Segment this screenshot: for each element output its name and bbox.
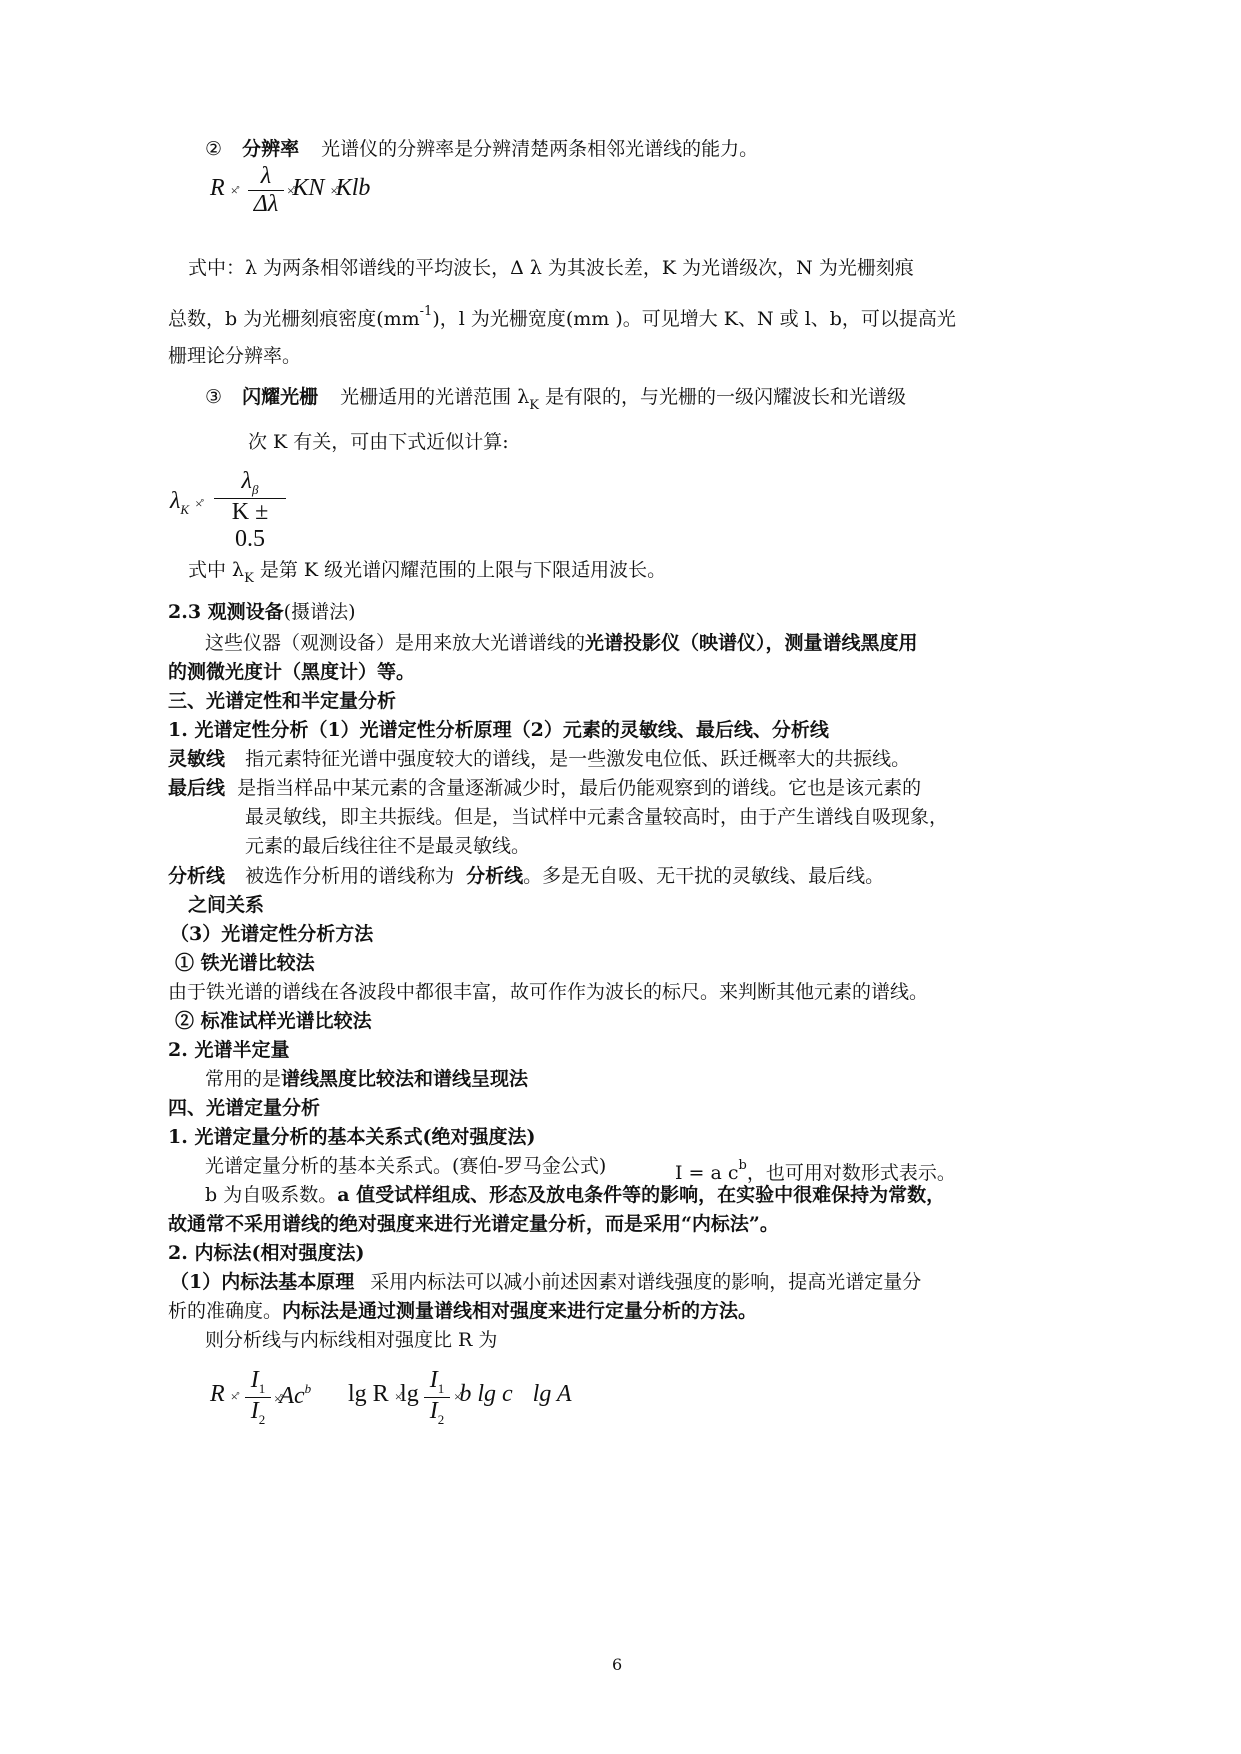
formula-log-lhs [348, 1381, 419, 1408]
heading-quantitative-1: 1. 光谱定量分析的基本关系式(绝对强度法) [168, 1126, 536, 1148]
superscript: -1 [419, 304, 433, 319]
term-resolution: 分辨率 [242, 138, 300, 160]
note-text: 式中 λ [188, 559, 245, 581]
fraction-numerator: λ [260, 163, 272, 189]
numerator-lambda: λ [241, 468, 252, 494]
note-text: 是第 K 级光谱闪耀范围的上限与下限适用波长。 [259, 559, 667, 581]
quant-line2 [205, 1180, 945, 1210]
formula-blaze-lhs [170, 488, 200, 518]
quant-line3: 故通常不采用谱线的绝对强度来进行光谱定量分析，而是采用“内标法”。 [168, 1213, 779, 1235]
paragraph-text: 采用内标法可以减小前述因素对谱线强度的影响，提高光谱定量分 [370, 1271, 922, 1293]
formula-resolution-rhs [287, 175, 370, 202]
fraction-denominator [424, 1397, 450, 1428]
resolution-line [205, 134, 758, 164]
definition-text: 被选作分析用的谱线称为 [245, 865, 455, 887]
paragraph-text: 常用的是 [205, 1068, 282, 1090]
qualitative-method-heading: （3）光谱定性分析方法 [170, 923, 374, 945]
formula-symbol: ×̊ [287, 183, 293, 198]
paragraph-text: b 为自吸系数。 [205, 1184, 338, 1206]
fraction-numerator [214, 468, 286, 498]
heading-quantitative: 四、光谱定量分析 [168, 1097, 321, 1119]
fraction-numerator [424, 1367, 450, 1397]
semi-quant-heading: 2. 光谱半定量 [168, 1039, 290, 1061]
formula-rhs: Ac [279, 1383, 305, 1409]
formula-symbol: ×̊ [274, 1391, 280, 1406]
page-number: 6 [612, 1655, 623, 1674]
term-last-line: 最后线 [168, 777, 226, 799]
resolution-note-line1: 式中：λ 为两条相邻谱线的平均波长，Δ λ 为其波长差，K 为光谱级次，N 为光栅刻痕 [188, 257, 914, 279]
denominator-i: I [429, 1398, 438, 1424]
formula-internal-fraction [245, 1367, 271, 1428]
equipment-line2: 的测微光度计（黑度计）等。 [168, 661, 416, 683]
list-marker: ③ [205, 386, 223, 408]
resolution-text: 光谱仪的分辨率是分辨清楚两条相邻光谱线的能力。 [321, 138, 759, 160]
formula-log-fraction [424, 1367, 450, 1428]
denominator-i: I [250, 1398, 259, 1424]
formula-fraction [248, 163, 284, 218]
definition-bold: 分析线 [466, 865, 524, 887]
formula-term-kn: KN [292, 175, 325, 201]
iron-spectrum-text: 由于铁光谱的谱线在各波段中都很丰富，故可作作为波长的标尺。来判断其他元素的谱线。 [168, 981, 929, 1003]
definition-text: 。多是无自吸、无干扰的灵敏线、最后线。 [523, 865, 885, 887]
paragraph-text: 析的准确度。 [168, 1300, 283, 1322]
heading-suffix: (摄谱法) [283, 601, 356, 623]
definition-text: 指元素特征光谱中强度较大的谱线，是一些激发电位低、跃迁概率大的共振线。 [245, 748, 911, 770]
fraction-denominator [245, 1397, 271, 1428]
internal-std-p1 [170, 1267, 921, 1297]
paragraph-text: 光谱定量分析的基本关系式。(赛伯-罗马金公式) [205, 1155, 607, 1177]
last-line-def-3: 元素的最后线往往不是最灵敏线。 [245, 835, 531, 857]
formula-lhs: R [210, 1381, 225, 1407]
formula-symbol: ×̊ [394, 1389, 401, 1404]
term-sensitive-line: 灵敏线 [168, 748, 226, 770]
subscript: 2 [437, 1412, 445, 1427]
formula-symbol: ×̊ [230, 1389, 237, 1404]
note-text: 总数，b 为光栅刻痕密度(mm [168, 308, 420, 330]
formula-symbol: ×̊ [454, 1389, 460, 1404]
paragraph-bold: 谱线黑度比较法和谱线呈现法 [281, 1068, 529, 1090]
equipment-line1 [205, 628, 918, 658]
formula-lhs: R [210, 175, 225, 201]
internal-std-heading: 2. 内标法(相对强度法) [168, 1242, 365, 1264]
formula-internal-rhs [274, 1381, 311, 1410]
formula-term-klb: Klb [335, 175, 371, 201]
subscript: K [529, 398, 539, 413]
subscript: 1 [437, 1381, 445, 1396]
formula-text: I = a c [675, 1162, 739, 1184]
formula-lg: lg [400, 1381, 419, 1407]
sensitive-line-def [168, 744, 910, 774]
blaze-note [188, 555, 666, 594]
paragraph-bold: （1）内标法基本原理 [170, 1271, 355, 1293]
fraction-denominator: K ± 0.5 [214, 498, 286, 553]
blaze-line [205, 382, 906, 421]
formula-symbol: ×̊ [330, 183, 336, 198]
formula-lg-a: lg A [532, 1381, 572, 1407]
resolution-note-line2 [168, 297, 956, 334]
iron-spectrum-heading: ① 铁光谱比较法 [175, 952, 315, 974]
term-blaze-grating: 闪耀光栅 [242, 386, 319, 408]
formula-symbol: ×̊ [195, 496, 201, 511]
internal-std-p2 [168, 1296, 757, 1326]
paragraph-text: 这些仪器（观测设备）是用来放大光谱谱线的 [205, 632, 586, 654]
subscript: K [244, 571, 254, 586]
blaze-text-end: 是有限的，与光栅的一级闪耀波长和光谱级 [545, 386, 907, 408]
term-analytical-line: 分析线 [168, 865, 226, 887]
formula-blaze-fraction [214, 468, 286, 553]
heading-equipment [168, 597, 356, 627]
superscript: b [304, 1381, 312, 1396]
semi-quant-text [205, 1064, 528, 1094]
blaze-text: 光栅适用的光谱范围 λ [340, 386, 530, 408]
formula-resolution [210, 175, 236, 202]
note-text: )，l 为光栅宽度(mm )。可见增大 K、N 或 l、b，可以提高光 [432, 308, 956, 330]
subscript: K [180, 502, 190, 517]
blaze-line2: 次 K 有关，可由下式近似计算: [248, 431, 509, 453]
formula-log-lhs-text: lg R [348, 1381, 389, 1407]
formula-internal-lhs [210, 1381, 236, 1408]
fraction-numerator [245, 1367, 271, 1397]
definition-text: 是指当样品中某元素的含量逐渐减少时，最后仍能观察到的谱线。它也是该元素的 [237, 777, 922, 799]
paragraph-bold: 光谱投影仪（映谱仪），测量谱线黑度用 [585, 632, 918, 654]
standard-sample-heading: ② 标准试样光谱比较法 [175, 1010, 372, 1032]
superscript: b [738, 1158, 747, 1173]
resolution-note-line3: 栅理论分辨率。 [168, 345, 302, 367]
formula-lhs: λ [170, 488, 181, 514]
formula-log-rhs [454, 1381, 572, 1408]
heading-qualitative-1: 1. 光谱定性分析（1）光谱定性分析原理（2）元素的灵敏线、最后线、分析线 [168, 719, 829, 741]
quant-line1 [205, 1151, 606, 1181]
last-line-def-2: 最灵敏线，即主共振线。但是，当试样中元素含量较高时，由于产生谱线自吸现象， [245, 806, 949, 828]
paragraph-text: ，也可用对数形式表示。 [746, 1162, 956, 1184]
analytical-line-def [168, 861, 884, 891]
subscript: β [251, 482, 259, 497]
numerator-i: I [250, 1367, 259, 1393]
formula-b-lg-c: b lg c [459, 1381, 513, 1407]
formula-symbol: ×̊ [230, 183, 237, 198]
last-line-def [168, 773, 921, 803]
subscript: 1 [258, 1381, 266, 1396]
paragraph-bold: 内标法是通过测量谱线相对强度来进行定量分析的方法。 [282, 1300, 758, 1322]
subscript: 2 [258, 1412, 266, 1427]
numerator-i: I [429, 1367, 438, 1393]
fraction-denominator: Δλ [248, 190, 284, 218]
paragraph-bold: a 值受试样组成、形态及放电条件等的影响，在实验中很难保持为常数， [337, 1184, 946, 1206]
list-marker: ② [205, 138, 223, 160]
heading-qualitative: 三、光谱定性和半定量分析 [168, 690, 397, 712]
relation-label: 之间关系 [188, 894, 265, 916]
heading-text: 2.3 观测设备 [168, 601, 284, 623]
internal-std-p3: 则分析线与内标线相对强度比 R 为 [205, 1329, 498, 1351]
